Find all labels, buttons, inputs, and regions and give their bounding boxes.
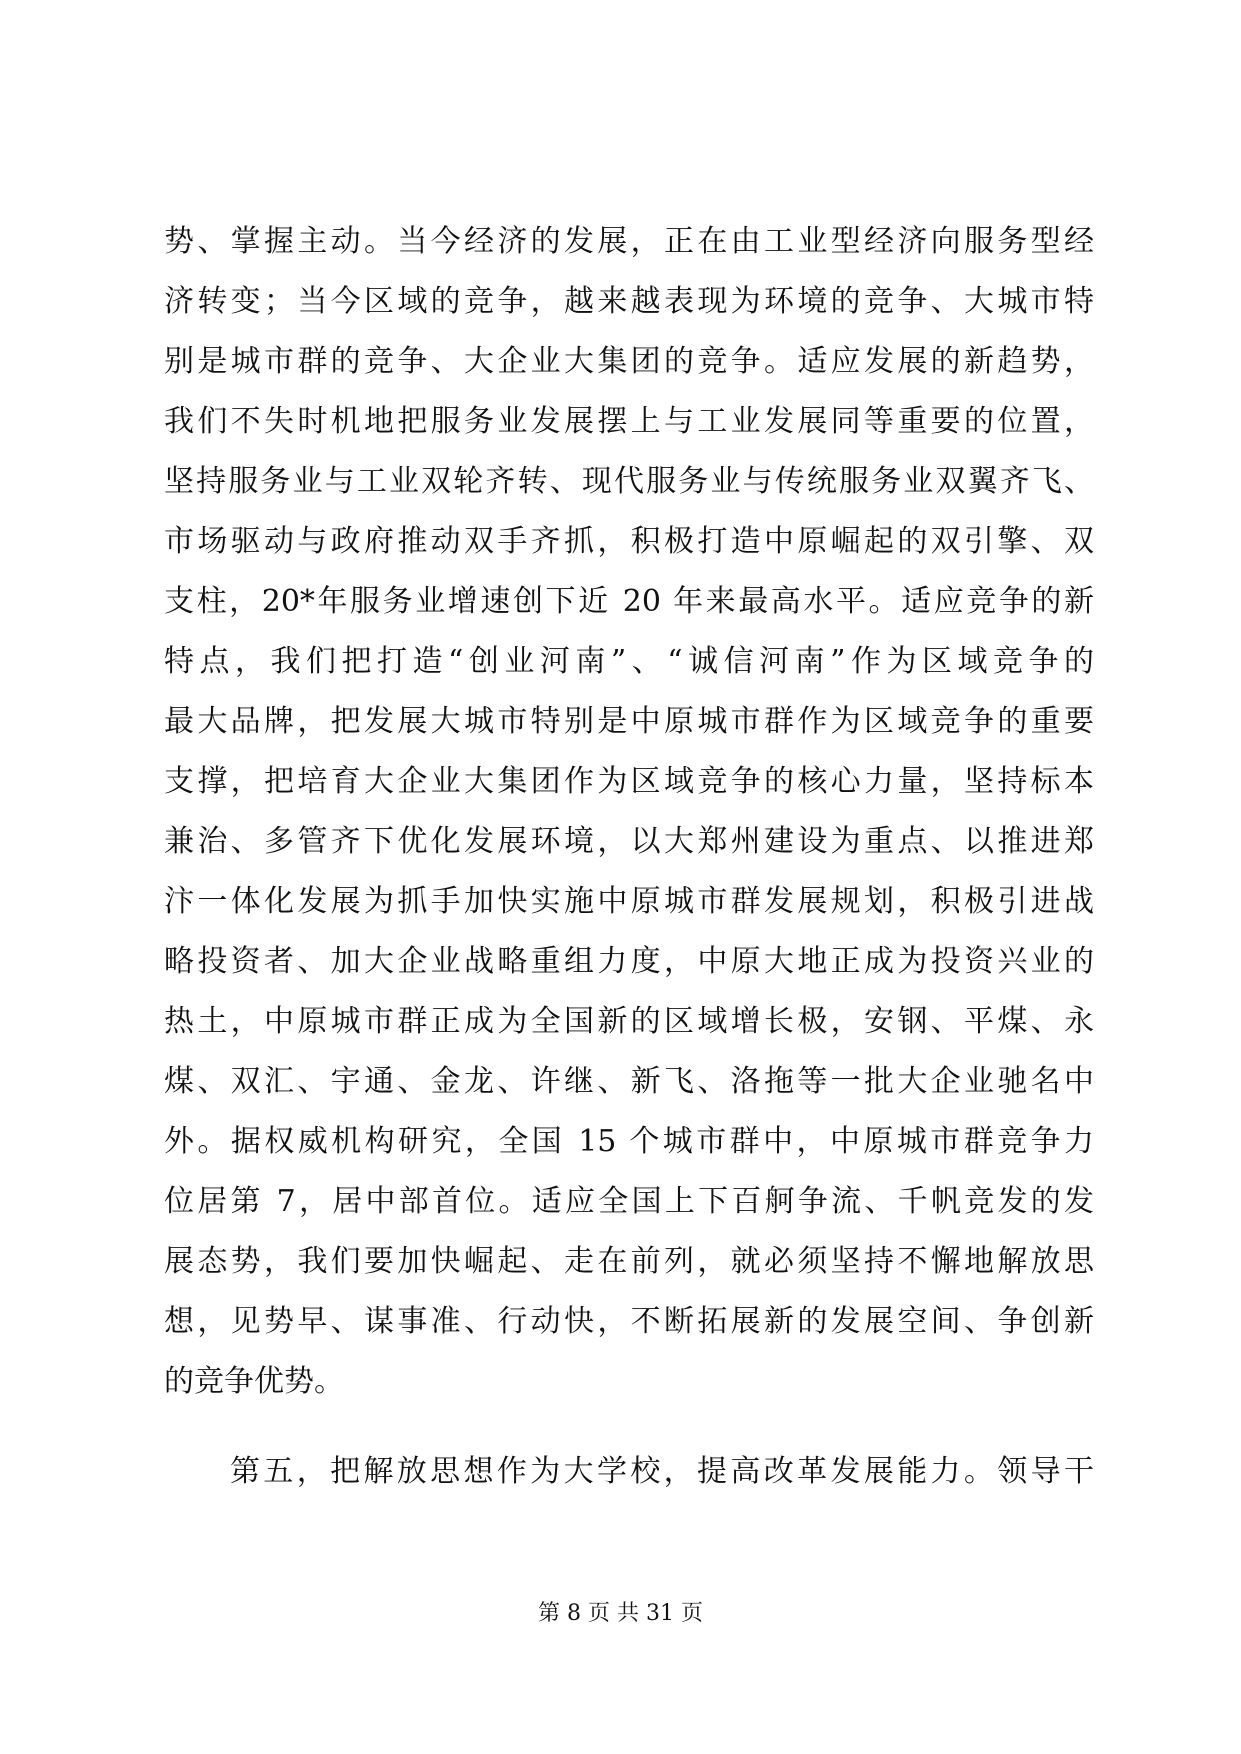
text-line-9: 最大品牌，把发展大城市特别是中原城市群作为区域竞争的重要 <box>164 704 1094 739</box>
text-line-1: 势、掌握主动。当今经济的发展，正在由工业型经济向服务型经 <box>164 224 1094 259</box>
text-line-2: 济转变；当今区域的竞争，越来越表现为环境的竞争、大城市特 <box>164 284 1094 319</box>
text-line-11: 兼治、多管齐下优化发展环境，以大郑州建设为重点、以推进郑 <box>164 824 1094 859</box>
text-line-5: 坚持服务业与工业双轮齐转、现代服务业与传统服务业双翼齐飞、 <box>164 464 1094 499</box>
text-line-19: 想，见势早、谋事准、行动快，不断拓展新的发展空间、争创新 <box>164 1304 1094 1339</box>
text-line-13: 略投资者、加大企业战略重组力度，中原大地正成为投资兴业的 <box>164 944 1094 979</box>
text-line-8: 特点，我们把打造“创业河南”、“诚信河南”作为区域竞争的 <box>164 644 1094 679</box>
text-line-20: 的竞争优势。 <box>164 1364 344 1399</box>
text-line-16: 外。据权威机构研究，全国 15 个城市群中，中原城市群竞争力 <box>164 1124 1094 1159</box>
text-line-12: 汴一体化发展为抓手加快实施中原城市群发展规划，积极引进战 <box>164 884 1094 919</box>
text-line-10: 支撑，把培育大企业大集团作为区域竞争的核心力量，坚持标本 <box>164 764 1094 799</box>
text-line-3: 别是城市群的竞争、大企业大集团的竞争。适应发展的新趋势， <box>164 344 1094 379</box>
page-number-footer: 第 8 页 共 31 页 <box>538 1601 703 1626</box>
text-line-15: 煤、双汇、宇通、金龙、许继、新飞、洛拖等一批大企业驰名中 <box>164 1064 1094 1099</box>
text-line-4: 我们不失时机地把服务业发展摆上与工业发展同等重要的位置， <box>164 404 1094 439</box>
text-line-18: 展态势，我们要加快崛起、走在前列，就必须坚持不懈地解放思 <box>164 1244 1094 1279</box>
text-line-14: 热土，中原城市群正成为全国新的区域增长极，安钢、平煤、永 <box>164 1004 1094 1039</box>
paragraph-start-line: 第五，把解放思想作为大学校，提高改革发展能力。领导干 <box>230 1454 1094 1489</box>
text-line-6: 市场驱动与政府推动双手齐抓，积极打造中原崛起的双引擎、双 <box>164 524 1094 559</box>
text-line-17: 位居第 7，居中部首位。适应全国上下百舸争流、千帆竞发的发 <box>164 1184 1094 1219</box>
text-line-7: 支柱，20*年服务业增速创下近 20 年来最高水平。适应竞争的新 <box>164 584 1094 619</box>
